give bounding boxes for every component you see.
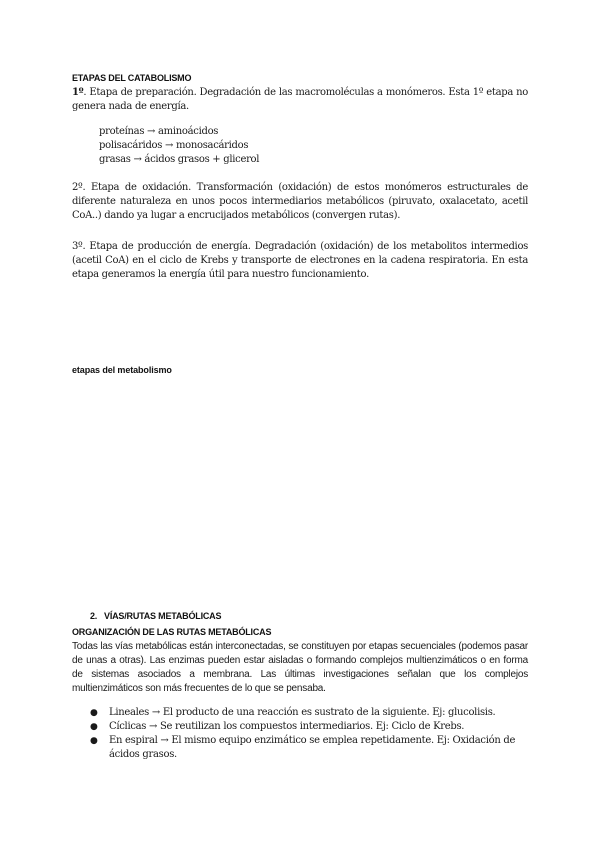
conversion-item: grasas → ácidos grasos + glicerol xyxy=(99,154,260,165)
section-2-number: 2. xyxy=(90,611,98,621)
organization-subheading: ORGANIZACIÓN DE LAS RUTAS METABÓLICAS xyxy=(72,627,272,637)
stage-3-paragraph xyxy=(72,240,528,282)
section-2-title: VÍAS/RUTAS METABÓLICAS xyxy=(104,611,222,621)
organization-paragraph: Todas las vías metabólicas están interconectadas, se constituyen por etapas secuenciales (podemos pasar de unas a otras). Las enzimas pueden estar aisladas o formando complejos multienzimáticos o en forma de sistemas asociados a membrana. Las últimas investigaciones señalan que los complejos multienzimáticos son más frecuentes de lo que se pensaba. xyxy=(72,641,528,694)
bullet-icon: ● xyxy=(90,708,98,718)
route-type-ciclica: Cíclicas → Se reutilizan los compuestos intermediarios. Ej: Ciclo de Krebs. xyxy=(109,721,465,732)
route-type-lineal: Lineales → El producto de una reacción es sustrato de la siguiente. Ej: glucolisis. xyxy=(109,707,496,718)
section-2-heading xyxy=(90,611,221,621)
bullet-icon: ● xyxy=(90,736,98,746)
stage-2-paragraph xyxy=(72,181,528,223)
stage-1-number: 1º xyxy=(72,87,84,98)
route-type-espiral: En espiral → El mismo equipo enzimático se emplea repetidamente. Ej: Oxidación de ácidos grasos. xyxy=(109,735,516,760)
conversion-list xyxy=(99,125,259,167)
list-item xyxy=(90,706,530,720)
conversion-item: polisacáridos → monosacáridos xyxy=(99,140,249,151)
figure-caption: etapas del metabolismo xyxy=(72,365,172,375)
bullet-icon: ● xyxy=(90,722,98,732)
stage-1-text: . Etapa de preparación. Degradación de las macromoléculas a monómeros. Esta 1º etapa no genera nada de energía. xyxy=(72,87,528,112)
stage-2-number: 2º xyxy=(72,182,83,193)
stage-2-text: . Etapa de oxidación. Transformación (oxidación) de estos monómeros estructurales de diferente naturaleza en unos pocos intermediarios metabólicos (piruvato, oxalacetato, acetil CoA..) dando ya lugar a encrucijados metabólicos (convergen rutas). xyxy=(72,182,528,221)
catabolism-heading: ETAPAS DEL CATABOLISMO xyxy=(72,73,192,83)
list-item xyxy=(90,734,530,762)
conversion-item: proteínas → aminoácidos xyxy=(99,126,219,137)
route-type-list xyxy=(90,706,530,762)
stage-3-number: 3º xyxy=(72,241,83,252)
stage-3-text: . Etapa de producción de energía. Degradación (oxidación) de los metabolitos intermedios (acetil CoA) en el ciclo de Krebs y transporte de electrones en la cadena respiratoria. En esta etapa generamos la energía útil para nuestro funcionamiento. xyxy=(72,241,528,280)
list-item xyxy=(90,720,530,734)
stage-1-paragraph xyxy=(72,86,528,114)
